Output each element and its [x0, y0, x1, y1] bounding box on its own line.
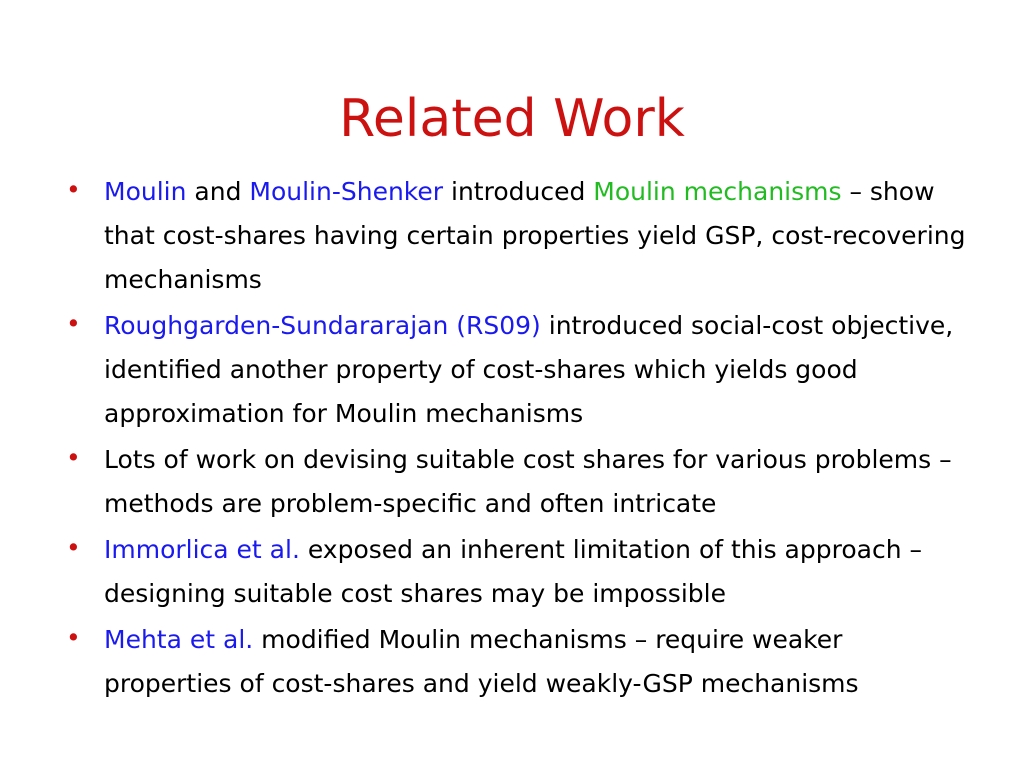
bullet-text-segment: introduced social-cost objective, identified another property of cost-shares which yields good approximation for Moulin mechanisms [104, 311, 954, 428]
bullet-dot-icon: • [66, 533, 81, 562]
bullet-text-segment: Moulin mechanisms [593, 177, 842, 206]
bullet-item [66, 170, 966, 302]
slide-title: Related Work [339, 88, 685, 149]
bullet-text-segment: Lots of work on devising suitable cost shares for various problems – methods are problem-specific and often intricate [104, 445, 952, 518]
bullet-text-segment: Roughgarden-Sundararajan (RS09) [104, 311, 541, 340]
bullet-text-segment: Immorlica et al. [104, 535, 300, 564]
bullet-text-segment: Mehta et al. [104, 625, 254, 654]
bullet-list [66, 170, 966, 708]
bullet-text-segment: – show that cost-shares having certain properties yield GSP, cost-recovering mechanisms [104, 177, 966, 294]
bullet-item [66, 304, 966, 436]
bullet-dot-icon: • [66, 175, 81, 204]
bullet-text-segment: exposed an inherent limitation of this approach – designing suitable cost shares may be impossible [104, 535, 923, 608]
bullet-dot-icon: • [66, 623, 81, 652]
bullet-text-segment: modified Moulin mechanisms – require weaker properties of cost-shares and yield weakly-GSP mechanisms [104, 625, 859, 698]
bullet-text-segment: introduced [443, 177, 594, 206]
bullet-dot-icon: • [66, 309, 81, 338]
bullet-item [66, 618, 966, 706]
bullet-text-segment: Moulin [104, 177, 187, 206]
bullet-text-segment: Moulin-Shenker [249, 177, 444, 206]
bullet-text-segment: and [186, 177, 250, 206]
bullet-item [66, 438, 966, 526]
bullet-dot-icon: • [66, 443, 81, 472]
bullet-item [66, 528, 966, 616]
